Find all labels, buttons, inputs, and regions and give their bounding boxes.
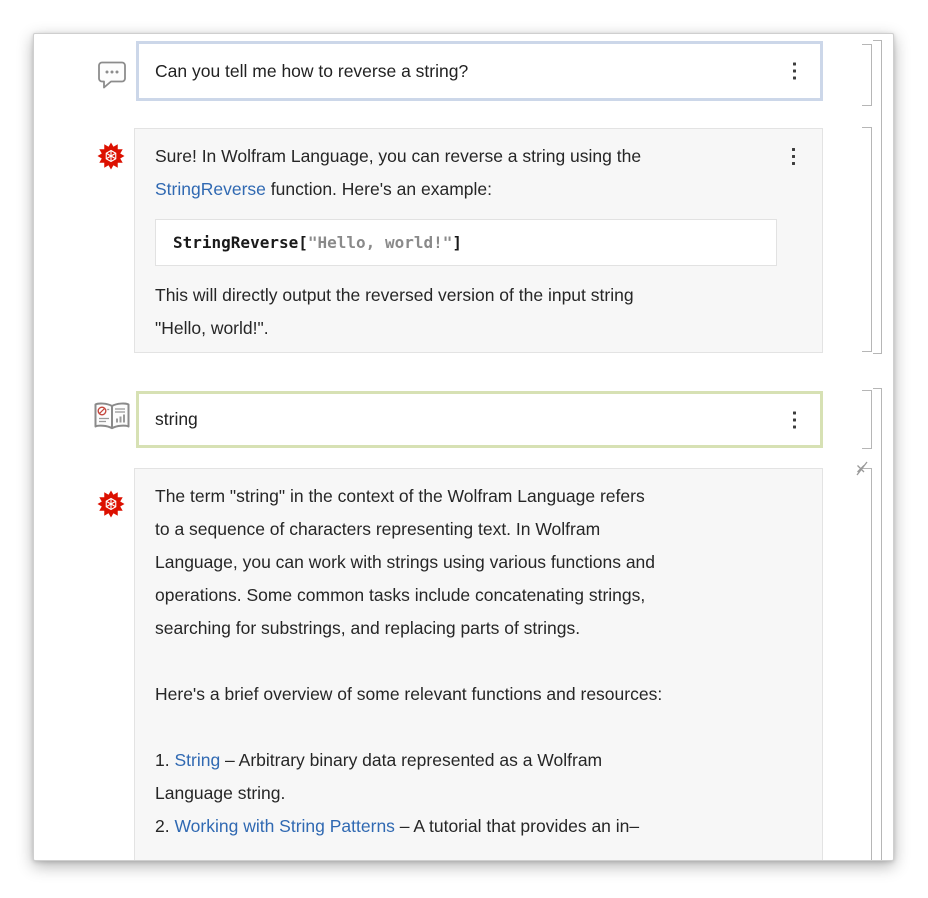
code-string-literal: "Hello, world!" <box>307 233 453 252</box>
assistant-text-line: This will directly output the reversed version of the input string <box>155 285 634 305</box>
notebook-window <box>33 33 894 861</box>
cell-group-bracket[interactable] <box>873 40 882 354</box>
assistant-text-line: Sure! In Wolfram Language, you can reverse a string using the <box>155 146 642 166</box>
assistant-text-line: to a sequence of characters representing text. In Wolfram <box>155 519 601 539</box>
code-block[interactable] <box>155 219 777 266</box>
list-item-number: 2. <box>155 816 175 836</box>
cell-menu-dots-icon[interactable] <box>793 411 796 428</box>
chat-bubble-icon[interactable] <box>97 61 127 94</box>
assistant-text-line: "Hello, world!". <box>155 318 269 338</box>
wolfram-spikey-icon <box>97 490 125 523</box>
cell-group-marker-icon[interactable] <box>855 461 869 482</box>
cell-bracket[interactable] <box>862 468 872 861</box>
assistant-text-line: The term "string" in the context of the Wolfram Language refers <box>155 486 645 506</box>
code-close-bracket: ] <box>452 233 463 252</box>
wolfram-spikey-icon <box>97 142 125 175</box>
string-doc-link[interactable]: String <box>174 750 221 770</box>
cell-bracket[interactable] <box>862 390 872 449</box>
list-item-number: 1. <box>155 750 175 770</box>
cell-menu-dots-icon[interactable] <box>792 148 795 165</box>
code-open-bracket: [ <box>298 233 308 252</box>
assistant-response-cell <box>134 128 823 353</box>
assistant-text-span: function. Here's an example: <box>265 179 492 199</box>
doc-search-input-text[interactable]: string <box>155 409 198 429</box>
list-item-text: – Arbitrary binary data represented as a Wolfram <box>220 750 603 770</box>
list-item <box>155 744 802 777</box>
string-patterns-tutorial-link[interactable]: Working with String Patterns <box>174 816 395 836</box>
chat-input-text[interactable]: Can you tell me how to reverse a string? <box>155 60 469 81</box>
assistant-text-line: operations. Some common tasks include concatenating strings, <box>155 585 646 605</box>
assistant-text-line: Here's a brief overview of some relevant functions and resources: <box>155 684 663 704</box>
cell-group-bracket[interactable] <box>873 388 882 861</box>
cell-bracket[interactable] <box>862 127 872 352</box>
code-function: StringReverse <box>173 233 299 252</box>
cell-menu-dots-icon[interactable] <box>793 63 796 80</box>
list-item <box>155 810 802 843</box>
cell-bracket[interactable] <box>862 44 872 106</box>
doc-search-input-cell <box>136 391 823 448</box>
assistant-text-line <box>155 173 802 206</box>
stringreverse-link[interactable]: StringReverse <box>155 179 266 199</box>
chat-input-cell <box>136 41 823 101</box>
assistant-text-line: searching for substrings, and replacing parts of strings. <box>155 618 581 638</box>
list-item-continuation: Language string. <box>155 783 286 803</box>
assistant-response-cell <box>134 468 823 861</box>
list-item-text: – A tutorial that provides an in– <box>394 816 640 836</box>
open-book-search-icon[interactable] <box>93 400 131 438</box>
assistant-text-line: Language, you can work with strings using various functions and <box>155 552 656 572</box>
